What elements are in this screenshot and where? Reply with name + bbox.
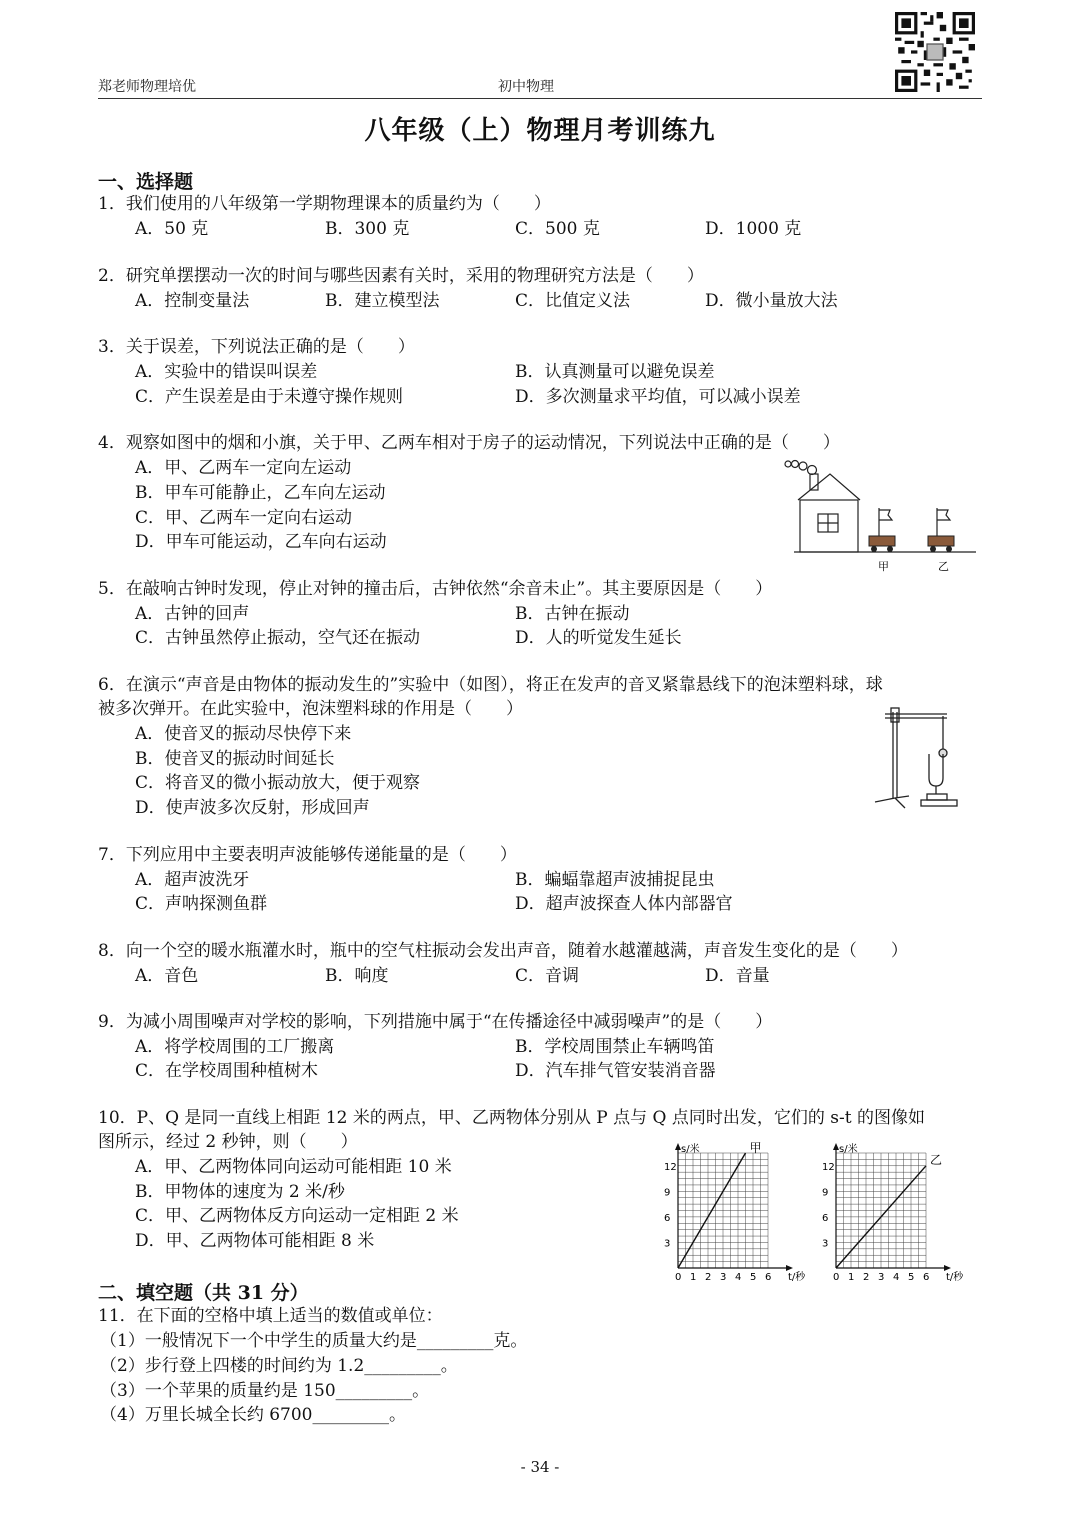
q8-option-d: D．音量 <box>705 966 770 986</box>
x-tick-label: 0 <box>833 1272 840 1283</box>
q5-option-d: D．人的听觉发生延长 <box>515 628 682 648</box>
x-tick-label: 6 <box>765 1272 772 1283</box>
y-tick-label: 12 <box>664 1161 677 1173</box>
header-left: 郑老师物理培优 <box>98 79 196 95</box>
q5-option-b: B．古钟在振动 <box>515 604 630 624</box>
section-heading-fill: 二、填空题（共 31 分） <box>98 1282 309 1304</box>
x-axis-label: t/秒 <box>788 1272 806 1283</box>
house-and-cars-figure <box>780 458 980 578</box>
question-5-stem: 5．在敲响古钟时发现，停止对钟的撞击后，古钟依然“余音未止”。其主要原因是（ ） <box>98 579 773 599</box>
q11-item-1: （1）一般情况下一个中学生的质量大约是_________克。 <box>100 1331 528 1351</box>
x-tick-label: 1 <box>690 1272 697 1283</box>
q9-option-d: D．汽车排气管安装消音器 <box>515 1061 716 1081</box>
question-2-stem: 2．研究单摆摆动一次的时间与哪些因素有关时，采用的物理研究方法是（ ） <box>98 266 704 286</box>
x-axis-arrow <box>944 1265 951 1271</box>
q1-option-c: C．500 克 <box>515 219 600 239</box>
question-7-stem: 7．下列应用中主要表明声波能够传递能量的是（ ） <box>98 845 517 865</box>
q3-option-a: A．实验中的错误叫误差 <box>135 362 318 382</box>
q10-option-b: B．甲物体的速度为 2 米/秒 <box>135 1182 345 1202</box>
q2-option-c: C．比值定义法 <box>515 291 631 311</box>
question-6-stem-line2: 被多次弹开。在此实验中，泡沫塑料球的作用是（ ） <box>98 699 523 719</box>
q3-option-d: D．多次测量求平均值，可以减小误差 <box>515 387 801 407</box>
q4-option-a: A．甲、乙两车一定向左运动 <box>135 458 352 478</box>
q1-option-a: A．50 克 <box>135 219 209 239</box>
y-tick-label: 12 <box>822 1161 835 1173</box>
q8-option-b: B．响度 <box>325 966 389 986</box>
q1-option-b: B．300 克 <box>325 219 410 239</box>
q3-option-b: B．认真测量可以避免误差 <box>515 362 715 382</box>
q2-option-a: A．控制变量法 <box>135 291 250 311</box>
page-number: - 34 - <box>520 1458 560 1476</box>
x-tick-label: 4 <box>893 1272 900 1283</box>
q11-item-4: （4）万里长城全长约 6700_________。 <box>100 1405 406 1425</box>
x-axis-label: t/秒 <box>946 1272 964 1283</box>
question-1-stem: 1．我们使用的八年级第一学期物理课本的质量约为（ ） <box>98 194 551 214</box>
x-tick-label: 5 <box>908 1272 915 1283</box>
y-axis-label: s/米 <box>681 1144 700 1155</box>
q11-item-2: （2）步行登上四楼的时间约为 1.2_________。 <box>100 1356 458 1376</box>
q1-option-d: D．1000 克 <box>705 219 802 239</box>
question-10-stem-line2: 图所示，经过 2 秒钟，则（ ） <box>98 1132 358 1152</box>
q10-option-c: C．甲、乙两物体反方向运动一定相距 2 米 <box>135 1206 459 1226</box>
y-tick-label: 3 <box>822 1238 829 1250</box>
x-tick-label: 6 <box>923 1272 930 1283</box>
q10-option-d: D．甲、乙两物体可能相距 8 米 <box>135 1231 375 1251</box>
y-tick-label: 9 <box>664 1187 671 1199</box>
q2-option-d: D．微小量放大法 <box>705 291 838 311</box>
x-tick-label: 0 <box>675 1272 682 1283</box>
q7-option-d: D．超声波探查人体内部器官 <box>515 894 733 914</box>
q3-option-c: C．产生误差是由于未遵守操作规则 <box>135 387 404 407</box>
x-tick-label: 2 <box>863 1272 870 1283</box>
qr-code-icon <box>895 12 975 92</box>
q6-option-c: C．将音叉的微小振动放大，便于观察 <box>135 773 421 793</box>
q6-option-b: B．使音叉的振动时间延长 <box>135 749 335 769</box>
q7-option-a: A．超声波洗牙 <box>135 870 250 890</box>
q4-option-c: C．甲、乙两车一定向右运动 <box>135 508 353 528</box>
x-axis-arrow <box>786 1265 793 1271</box>
st-graph-jia <box>650 1140 810 1285</box>
series-label-甲: 甲 <box>749 1141 762 1155</box>
header-center: 初中物理 <box>498 79 554 95</box>
y-tick-label: 3 <box>664 1238 671 1250</box>
q4-option-d: D．甲车可能运动，乙车向右运动 <box>135 532 387 552</box>
question-9-stem: 9．为减小周围噪声对学校的影响，下列措施中属于“在传播途径中减弱噪声”的是（ ） <box>98 1012 773 1032</box>
x-tick-label: 3 <box>720 1272 727 1283</box>
tuning-fork-apparatus-figure <box>865 700 975 815</box>
y-axis-label: s/米 <box>839 1144 858 1155</box>
question-4-stem: 4．观察如图中的烟和小旗，关于甲、乙两车相对于房子的运动情况，下列说法中正确的是（ ） <box>98 433 840 453</box>
y-tick-label: 9 <box>822 1187 829 1199</box>
question-11-stem: 11．在下面的空格中填上适当的数值或单位： <box>98 1306 443 1326</box>
q10-option-a: A．甲、乙两物体同向运动可能相距 10 米 <box>135 1157 452 1177</box>
q5-option-c: C．古钟虽然停止振动，空气还在振动 <box>135 628 421 648</box>
x-tick-label: 4 <box>735 1272 742 1283</box>
question-8-stem: 8．向一个空的暖水瓶灌水时，瓶中的空气柱振动会发出声音，随着水越灌越满，声音发生变化的是（ ） <box>98 941 908 961</box>
x-tick-label: 3 <box>878 1272 885 1283</box>
q4-option-b: B．甲车可能静止，乙车向左运动 <box>135 483 386 503</box>
q2-option-b: B．建立模型法 <box>325 291 440 311</box>
car-yi-label: 乙 <box>938 560 949 573</box>
st-graph-yi <box>808 1140 968 1285</box>
q7-option-b: B．蝙蝠靠超声波捕捉昆虫 <box>515 870 715 890</box>
q8-option-a: A．音色 <box>135 966 199 986</box>
series-label-乙: 乙 <box>930 1152 943 1167</box>
section-heading-choice: 一、选择题 <box>98 171 194 193</box>
header-rule <box>98 98 982 99</box>
x-tick-label: 1 <box>848 1272 855 1283</box>
car-jia-label: 甲 <box>878 560 889 573</box>
question-3-stem: 3．关于误差，下列说法正确的是（ ） <box>98 337 415 357</box>
q9-option-b: B．学校周围禁止车辆鸣笛 <box>515 1037 715 1057</box>
q11-item-3: （3）一个苹果的质量约是 150_________。 <box>100 1381 430 1401</box>
q5-option-a: A．古钟的回声 <box>135 604 250 624</box>
q7-option-c: C．声呐探测鱼群 <box>135 894 268 914</box>
question-10-stem-line1: 10．P、Q 是同一直线上相距 12 米的两点，甲、乙两物体分别从 P 点与 Q 点同时出发，它们的 s-t 的图像如 <box>98 1108 925 1128</box>
page-title: 八年级（上）物理月考训练九 <box>364 116 716 146</box>
q6-option-a: A．使音叉的振动尽快停下来 <box>135 724 352 744</box>
q6-option-d: D．使声波多次反射，形成回声 <box>135 798 370 818</box>
question-6-stem-line1: 6．在演示“声音是由物体的振动发生的”实验中（如图），将正在发声的音叉紧靠悬线下的泡沫塑料球，球 <box>98 675 883 695</box>
q9-option-c: C．在学校周围种植树木 <box>135 1061 319 1081</box>
x-tick-label: 2 <box>705 1272 712 1283</box>
q8-option-c: C．音调 <box>515 966 580 986</box>
y-tick-label: 6 <box>664 1212 671 1224</box>
y-tick-label: 6 <box>822 1212 829 1224</box>
q9-option-a: A．将学校周围的工厂搬离 <box>135 1037 335 1057</box>
x-tick-label: 5 <box>750 1272 757 1283</box>
